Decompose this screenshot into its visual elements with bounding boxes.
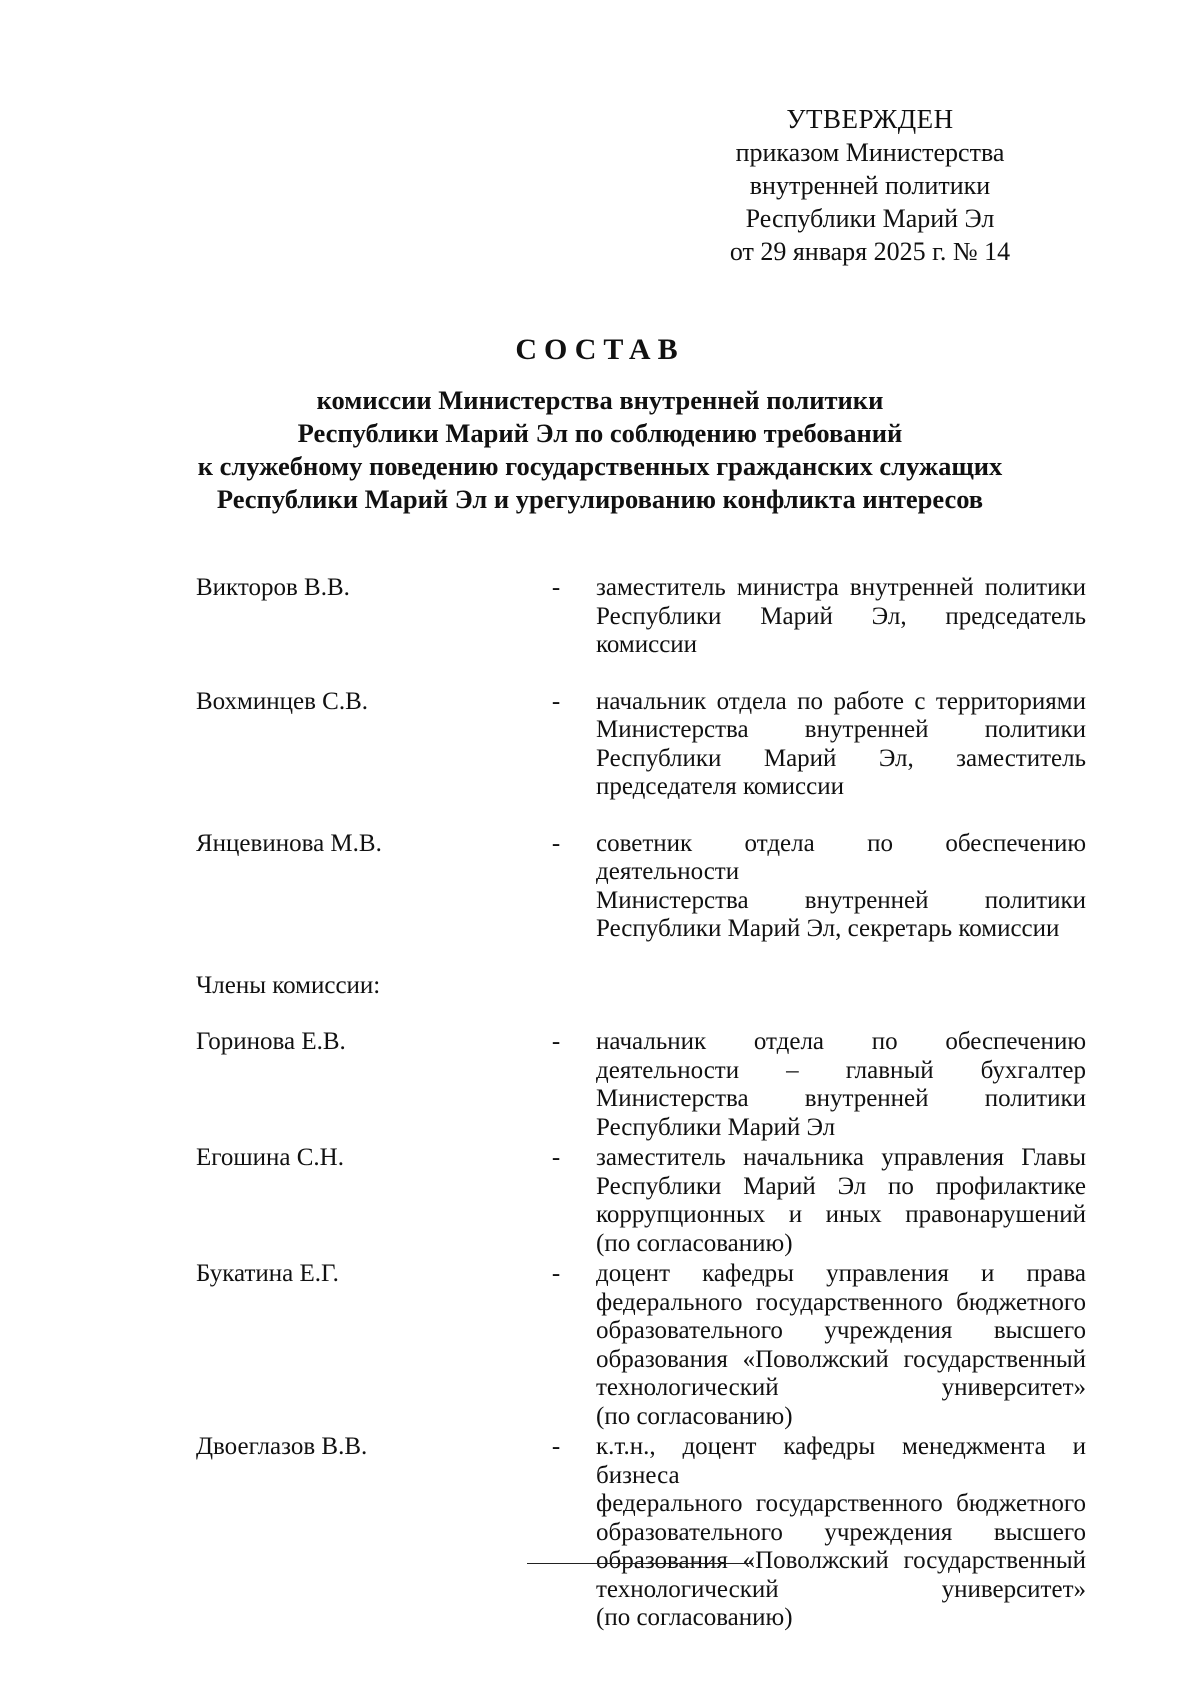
position-line: Республики Марий Эл, заместитель (596, 744, 1086, 772)
position-line: Министерства внутренней политики (596, 1085, 1086, 1112)
position-line: образовательного учреждения высшего (596, 1317, 1086, 1344)
dash-separator: - (551, 1028, 561, 1055)
position-line: Министерства внутренней политики (596, 716, 1086, 743)
member-name: Двоеглазов В.В. (196, 1433, 368, 1460)
document-title: СОСТАВ (515, 333, 685, 366)
commission-row (196, 1433, 1086, 1633)
approval-line: внутренней политики (749, 171, 991, 200)
member-name: Вохминцев С.В. (196, 687, 369, 715)
position-line: технологический университет» (596, 1374, 1086, 1401)
member-position (596, 1260, 1086, 1431)
member-position (596, 574, 1086, 660)
dash-separator: - (551, 1433, 561, 1460)
position-line: (по согласованию) (596, 1229, 793, 1257)
commission-row (196, 830, 1086, 944)
end-of-document-rule (527, 1563, 753, 1564)
position-line: образования «Поволжский государственный (596, 1345, 1086, 1373)
position-line: Республики Марий Эл, председатель комиссии (596, 602, 1086, 658)
position-line: деятельности – главный бухгалтер (596, 1056, 1086, 1084)
position-line: коррупционных и иных правонарушений (596, 1201, 1086, 1228)
subtitle-line: к служебному поведению государственных гражданских служащих (197, 451, 1003, 481)
member-position (596, 688, 1086, 802)
position-line: Республики Марий Эл (596, 1113, 836, 1141)
dash-separator: - (551, 1260, 561, 1287)
commission-list (196, 574, 1086, 1633)
position-line: образования «Поволжский государственный (596, 1547, 1086, 1574)
commission-row (196, 1260, 1086, 1431)
commission-row (196, 1028, 1086, 1142)
position-line: доцент кафедры управления и права (596, 1260, 1086, 1287)
position-line: федерального государственного бюджетного (596, 1288, 1086, 1316)
commission-row (196, 574, 1086, 660)
subtitle-line: комиссии Министерства внутренней политики (316, 385, 884, 415)
position-line: образовательного учреждения высшего (596, 1518, 1086, 1546)
position-line: Министерства внутренней политики (596, 886, 1086, 914)
dash-separator: - (551, 829, 561, 857)
member-position (596, 1433, 1086, 1633)
approval-stamp-block (700, 103, 1040, 268)
position-line: к.т.н., доцент кафедры менеджмента и бизнеса (596, 1433, 1086, 1489)
approval-heading: УТВЕРЖДЕН (786, 104, 954, 134)
position-line: федерального государственного бюджетного (596, 1490, 1086, 1517)
member-name: Букатина Е.Г. (196, 1260, 339, 1287)
position-line: заместитель начальника управления Главы (596, 1144, 1086, 1171)
dash-separator: - (551, 574, 561, 601)
position-line: (по согласованию) (596, 1402, 793, 1430)
commission-row (196, 1144, 1086, 1258)
member-position (596, 1028, 1086, 1142)
approval-date-line: от 29 января 2025 г. № 14 (729, 237, 1011, 266)
member-name: Викторов В.В. (196, 574, 350, 601)
member-position (596, 830, 1086, 944)
commission-row (196, 688, 1086, 802)
position-line: заместитель министра внутренней политики (596, 574, 1086, 601)
position-line: председателя комиссии (596, 773, 844, 800)
approval-line: приказом Министерства (735, 138, 1005, 167)
dash-separator: - (551, 1144, 561, 1171)
member-position (596, 1144, 1086, 1258)
position-line: начальник отдела по обеспечению (596, 1028, 1086, 1055)
member-name: Янцевинова М.В. (196, 829, 382, 857)
position-line: советник отдела по обеспечению деятельности (596, 829, 1086, 885)
position-line: Республики Марий Эл, секретарь комиссии (596, 915, 1060, 942)
member-name: Егошина С.Н. (196, 1144, 344, 1171)
position-line: (по согласованию) (596, 1604, 793, 1631)
dash-separator: - (551, 687, 561, 715)
members-section-label: Члены комиссии: (196, 971, 381, 999)
title-block (110, 330, 1090, 516)
subtitle-line: Республики Марий Эл и урегулированию конфликта интересов (216, 484, 984, 514)
member-name: Горинова Е.В. (196, 1028, 346, 1055)
position-line: начальник отдела по работе с территориями (596, 687, 1086, 715)
approval-line: Республики Марий Эл (745, 204, 995, 233)
subtitle-line: Республики Марий Эл по соблюдению требований (297, 418, 903, 448)
position-line: технологический университет» (596, 1575, 1086, 1603)
position-line: Республики Марий Эл по профилактике (596, 1172, 1086, 1200)
